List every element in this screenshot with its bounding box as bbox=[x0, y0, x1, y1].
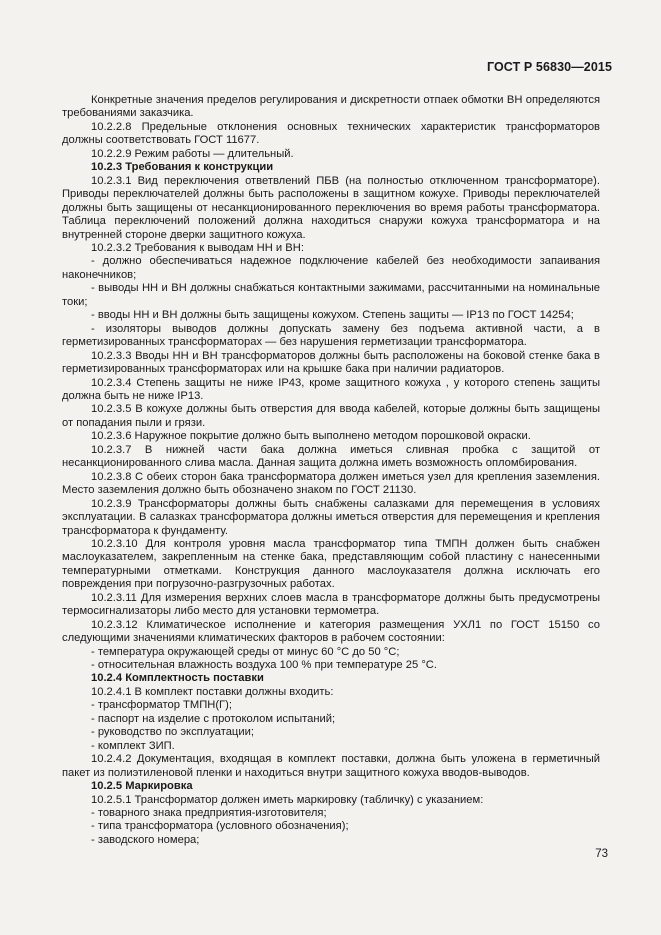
list-item: - выводы НН и ВН должны снабжаться контактными зажимами, рассчитанными на номинальные токи; bbox=[62, 282, 600, 308]
paragraph: 10.2.3.4 Степень защиты не ниже IP43, кроме защитного кожуха , у которого степень защиты должна быть не ниже IP13. bbox=[62, 376, 600, 402]
section-heading: 10.2.4 Комплектность поставки bbox=[91, 672, 264, 685]
list-item: - вводы НН и ВН должны быть защищены кожухом. Степень защиты — IP13 по ГОСТ 14254; bbox=[91, 309, 574, 322]
paragraph: 10.2.3.6 Наружное покрытие должно быть выполнено методом порошковой окраски. bbox=[91, 430, 531, 443]
section-heading: 10.2.3 Требования к конструкции bbox=[91, 161, 274, 174]
paragraph: 10.2.3.2 Требования к выводам НН и ВН: bbox=[91, 241, 304, 254]
paragraph: 10.2.5.1 Трансформатор должен иметь маркировку (табличку) с указанием: bbox=[91, 793, 484, 806]
paragraph: 10.2.3.10 Для контроля уровня масла трансформатор типа ТМПН должен быть снабжен маслоуказателем, закрепленным на стенке бака, представляющим собой пластину с нанесенными температурными отметками. Конструкция данного маслоуказателя должна исключать его повреждения при погрузочно-разгрузочных работах. bbox=[62, 537, 600, 591]
list-item: - относительная влажность воздуха 100 % при температуре 25 °С. bbox=[91, 659, 437, 672]
paragraph: 10.2.2.9 Режим работы — длительный. bbox=[91, 147, 294, 160]
paragraph: 10.2.4.2 Документация, входящая в комплект поставки, должна быть уложена в герметичный пакет из полиэтиленовой пленки и находиться внутри защитного кожуха вводов-выводов. bbox=[62, 753, 600, 779]
paragraph: 10.2.3.3 Вводы НН и ВН трансформаторов должны быть расположены на боковой стенке бака в герметизированных трансформаторах или на крышке бака при наличии радиаторов. bbox=[62, 349, 600, 376]
list-item: - изоляторы выводов должны допускать замену без подъема активной части, а в герметизированных трансформаторах — без нарушения герметизации трансформатора. bbox=[62, 322, 600, 349]
paragraph: 10.2.3.7 В нижней части бака должна иметься сливная пробка с защитой от несанкционированного слива масла. Данная защита должна иметь возможность опломбирования. bbox=[62, 443, 600, 470]
list-item: - паспорт на изделие с протоколом испытаний; bbox=[91, 712, 336, 725]
list-item: - заводского номера; bbox=[91, 833, 200, 846]
list-item: - товарного знака предприятия-изготовителя; bbox=[91, 807, 327, 820]
paragraph: 10.2.4.1 В комплект поставки должны входить: bbox=[91, 685, 334, 698]
section-heading: 10.2.5 Маркировка bbox=[91, 780, 193, 793]
list-item: - должно обеспечиваться надежное подключение кабелей без необходимости запаивания наконечников; bbox=[62, 255, 600, 281]
list-item: - типа трансформатора (условного обозначения); bbox=[91, 820, 349, 833]
list-item: - трансформатор ТМПН(Г); bbox=[91, 699, 232, 712]
list-item: - комплект ЗИП. bbox=[91, 739, 175, 752]
page-number: 73 bbox=[595, 848, 608, 860]
paragraph: Конкретные значения пределов регулирования и дискретности отпаек обмотки ВН определяются требованиями заказчика. bbox=[62, 94, 600, 120]
document-code-header: ГОСТ Р 56830—2015 bbox=[486, 60, 612, 74]
list-item: - температура окружающей среды от минус 60 °С до 50 °С; bbox=[91, 645, 400, 658]
paragraph: 10.2.3.1 Вид переключения ответвлений ПБВ (на полностью отключенном трансформаторе). Приводы переключателей должны быть расположены в защитном кожухе. Приводы переключателей должны быть защищены от несанкционированного переключения во время работы трансформатора. Таблица переключений положений должна находиться снаружи кожуха трансформатора и на внутренней стороне дверки защитного кожуха. bbox=[62, 174, 600, 241]
paragraph: 10.2.3.11 Для измерения верхних слоев масла в трансформаторе должны быть предусмотрены термосигнализаторы либо место для установки термометра. bbox=[62, 591, 600, 618]
paragraph: 10.2.3.5 В кожухе должны быть отверстия для ввода кабелей, которые должны быть защищены от попадания пыли и грязи. bbox=[62, 403, 600, 429]
list-item: - руководство по эксплуатации; bbox=[91, 726, 254, 739]
paragraph: 10.2.3.12 Климатическое исполнение и категория размещения УХЛ1 по ГОСТ 15150 со следующими значениями климатических факторов в рабочем состоянии: bbox=[62, 618, 600, 645]
paragraph: 10.2.3.8 С обеих сторон бака трансформатора должен иметься узел для крепления заземления. Место заземления должно быть обозначено знаком по ГОСТ 21130. bbox=[62, 470, 600, 497]
paragraph: 10.2.3.9 Трансформаторы должны быть снабжены салазками для перемещения в условиях эксплуатации. В салазках трансформатора должны иметься отверстия для перемещения и крепления трансформатора к фундаменту. bbox=[62, 497, 600, 537]
document-body bbox=[62, 94, 600, 847]
paragraph: 10.2.2.8 Предельные отклонения основных технических характеристик трансформаторов должны соответствовать ГОСТ 11677. bbox=[62, 120, 600, 147]
